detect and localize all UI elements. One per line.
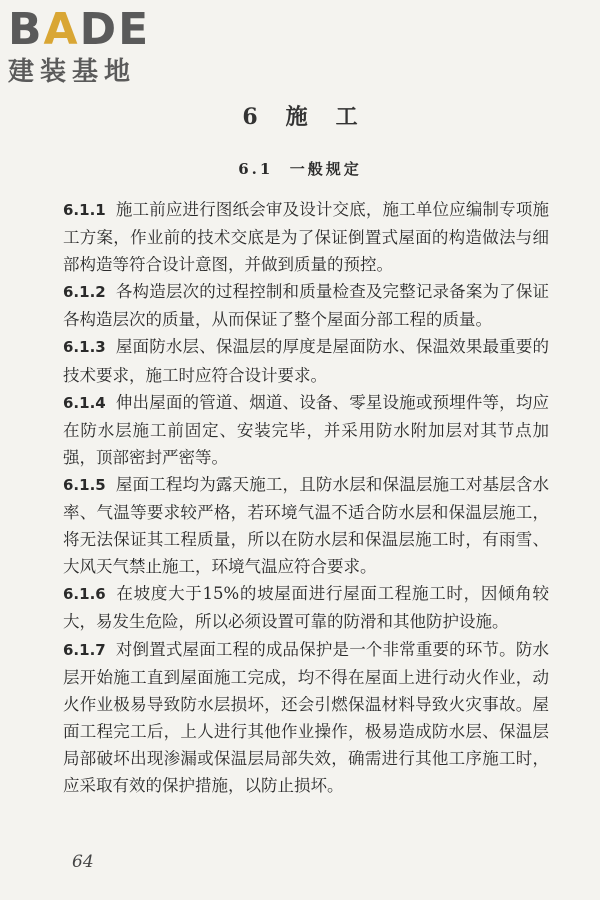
section-title: 一般规定 [289, 160, 362, 178]
chapter-title [0, 100, 600, 131]
clause [63, 471, 549, 580]
section-number: 6.1 [238, 160, 274, 178]
chapter-title-char-2: 工 [335, 104, 358, 130]
clause-number: 6.1.2 [63, 283, 106, 302]
clause [63, 333, 549, 388]
clause-text: 对倒置式屋面工程的成品保护是一个非常重要的环节。防水层开始施工直到屋面施工完成，均不得在屋面上进行动火作业，动火作业极易导致防水层损坏，还会引燃保温材料导致火灾事故。屋面工程完工后，上人进行其他作业操作，极易造成防水层、保温层局部破坏出现渗漏或保温层局部失效，确需进行其他工序施工时，应采取有效的保护措施，以防止损坏。 [63, 639, 549, 795]
chapter-number: 6 [242, 104, 258, 130]
section-heading [0, 158, 600, 179]
clause-text: 屋面工程均为露天施工，且防水层和保温层施工对基层含水率、气温等要求较严格，若环境气温不适合防水层和保温层施工，将无法保证其工程质量，所以在防水层和保温层施工时，有雨雪、大风天气禁止施工，环境气温应符合要求。 [63, 474, 549, 577]
logo-wordmark: BADE [8, 4, 151, 55]
clause-number: 6.1.3 [63, 338, 106, 357]
clause-text: 屋面防水层、保温层的厚度是屋面防水、保温效果最重要的技术要求，施工时应符合设计要求。 [63, 337, 549, 385]
clause-number: 6.1.5 [63, 475, 106, 494]
clause [63, 278, 549, 333]
clause-text: 各构造层次的过程控制和质量检查及完整记录备案为了保证各构造层次的质量，从而保证了整个屋面分部工程的质量。 [63, 282, 549, 330]
logo-subtitle: 建装基地 [8, 57, 137, 87]
clause-number: 6.1.6 [63, 585, 106, 604]
clause-number: 6.1.4 [63, 393, 106, 412]
clause-text: 施工前应进行图纸会审及设计交底，施工单位应编制专项施工方案，作业前的技术交底是为了保证倒置式屋面的构造做法与细部构造等符合设计意图，并做到质量的预控。 [63, 200, 549, 275]
clause-text: 在坡度大于15%的坡屋面进行屋面工程施工时，因倾角较大，易发生危险，所以必须设置可靠的防滑和其他防护设施。 [63, 584, 549, 632]
clause-number: 6.1.1 [63, 201, 106, 219]
chapter-title-char-1: 施 [285, 104, 308, 130]
clause [63, 580, 549, 635]
clause [63, 389, 549, 471]
clause-number: 6.1.7 [63, 640, 106, 659]
clause-list [63, 196, 549, 799]
page-number: 64 [72, 852, 94, 872]
clause [63, 636, 549, 800]
clause-text: 伸出屋面的管道、烟道、设备、零星设施或预埋件等，均应在防水层施工前固定、安装完毕，并采用防水附加层对其节点加强，顶部密封严密等。 [63, 392, 549, 467]
clause [63, 196, 549, 278]
logo [8, 6, 178, 96]
